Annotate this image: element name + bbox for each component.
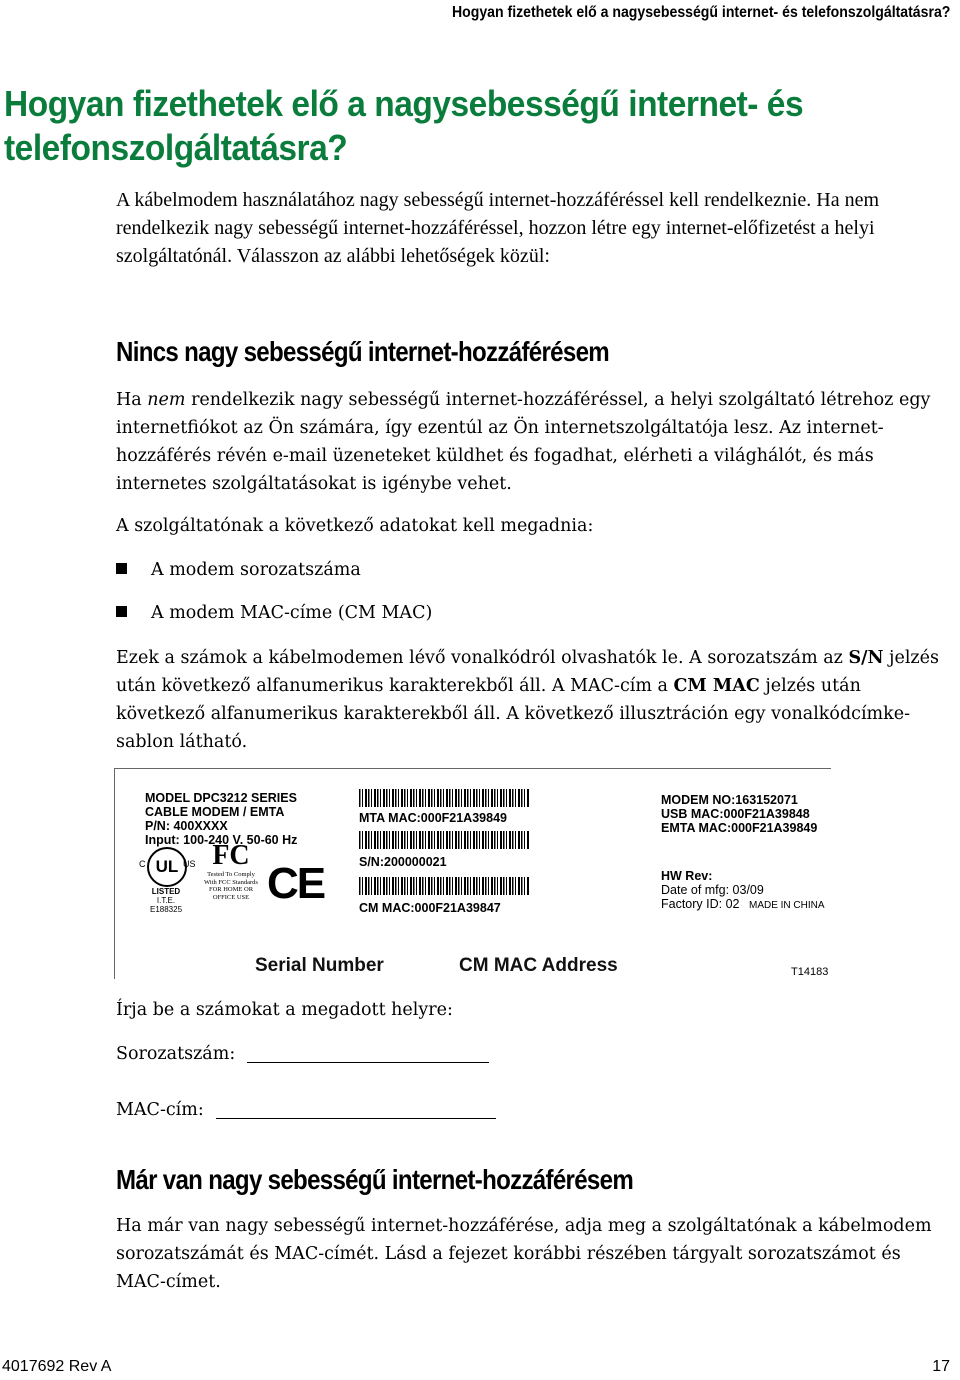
page-number: 17 bbox=[932, 1358, 950, 1375]
label-mfg-block: HW Rev: Date of mfg: 03/09 Factory ID: 02 MADE IN CHINA bbox=[661, 869, 825, 911]
cm-mac-barcode bbox=[359, 877, 529, 895]
section2-paragraph: Ha már van nagy sebességű internet-hozzáférése, adja meg a szolgáltatónak a kábelmodem sorozatszámát és MAC-címét. Lásd a fejezet korábbi részében tárgyalt sorozatszámot és MAC-címet. bbox=[116, 1216, 932, 1292]
bullet-square-icon bbox=[116, 606, 127, 617]
bullet-square-icon bbox=[116, 563, 127, 574]
section1-paragraph-2: A szolgáltatónak a következő adatokat kell megadnia: bbox=[116, 516, 594, 536]
form-prompt: Írja be a számokat a megadott helyre: bbox=[116, 1000, 453, 1020]
mac-address-field[interactable]: MAC-cím: bbox=[116, 1096, 951, 1124]
list-item: A modem sorozatszáma bbox=[116, 556, 361, 584]
section1-paragraph-1: Ha nem rendelkezik nagy sebességű internet-hozzáféréssel, a helyi szolgáltató létrehoz egy internetfiókot az Ön számára, így ezentúl az Ön internetszolgáltatója lesz. Az internet-hozzáférés révén e-mail üzeneteket küldhet és fogadhat, elérheti a világhálót, és más internetes szolgáltatásokat is igénybe vehet. bbox=[116, 390, 931, 494]
serial-number-text: S/N:200000021 bbox=[359, 855, 447, 869]
serial-number-caption: Serial Number bbox=[255, 955, 384, 976]
ul-listed-mark: UL C US LISTED I.T.E. E188325 bbox=[139, 847, 193, 917]
ce-mark: CE bbox=[267, 859, 325, 908]
section1-paragraph-3: Ezek a számok a kábelmodemen lévő vonalkódról olvashatók le. A sorozatszám az S/N jelzés után következő alfanumerikus karakterekből áll. A MAC-cím a CM MAC jelzés után következő alfanumerikus karakterekből áll. A következő illusztráción egy vonalkódcímke-sablon látható. bbox=[116, 648, 939, 752]
running-header: Hogyan fizethetek elő a nagysebességű internet- és telefonszolgáltatásra? bbox=[451, 4, 950, 21]
document-number: 4017692 Rev A bbox=[2, 1358, 112, 1375]
barcode-label-illustration bbox=[114, 768, 831, 979]
fcc-mark: FC Tested To Comply With FCC Standards FOR HOME OR OFFICE USE bbox=[204, 840, 258, 901]
serial-number-blank-line[interactable] bbox=[247, 1042, 489, 1063]
figure-id: T14183 bbox=[791, 966, 829, 978]
mta-mac-text: MTA MAC:000F21A39849 bbox=[359, 811, 507, 825]
label-model-block: MODEL DPC3212 SERIES CABLE MODEM / EMTA P/N: 400XXXX Input: 100-240 V. 50-60 Hz bbox=[145, 791, 298, 847]
serial-number-field[interactable]: Sorozatszám: bbox=[116, 1040, 951, 1068]
section-heading-no-internet: Nincs nagy sebességű internet-hozzáférésem bbox=[116, 336, 610, 367]
list-item: A modem MAC-címe (CM MAC) bbox=[116, 599, 432, 627]
mta-mac-barcode bbox=[359, 789, 529, 807]
page-title: Hogyan fizethetek elő a nagysebességű internet- és telefonszolgáltatásra? bbox=[4, 83, 804, 168]
cm-mac-text: CM MAC:000F21A39847 bbox=[359, 901, 501, 915]
section-heading-has-internet: Már van nagy sebességű internet-hozzáférésem bbox=[116, 1164, 634, 1195]
serial-barcode bbox=[359, 831, 529, 849]
intro-paragraph: A kábelmodem használatához nagy sebességű internet-hozzáféréssel kell rendelkeznie. Ha nem rendelkezik nagy sebességű internet-hozzáféréssel, hozzon létre egy internet-előfizetést a helyi szolgáltatónál. Válasszon az alábbi lehetőségek közül: bbox=[116, 189, 880, 267]
label-mac-block: MODEM NO:163152071 USB MAC:000F21A39848 EMTA MAC:000F21A39849 bbox=[661, 793, 818, 835]
mac-address-blank-line[interactable] bbox=[216, 1098, 496, 1119]
cm-mac-caption: CM MAC Address bbox=[459, 955, 618, 976]
